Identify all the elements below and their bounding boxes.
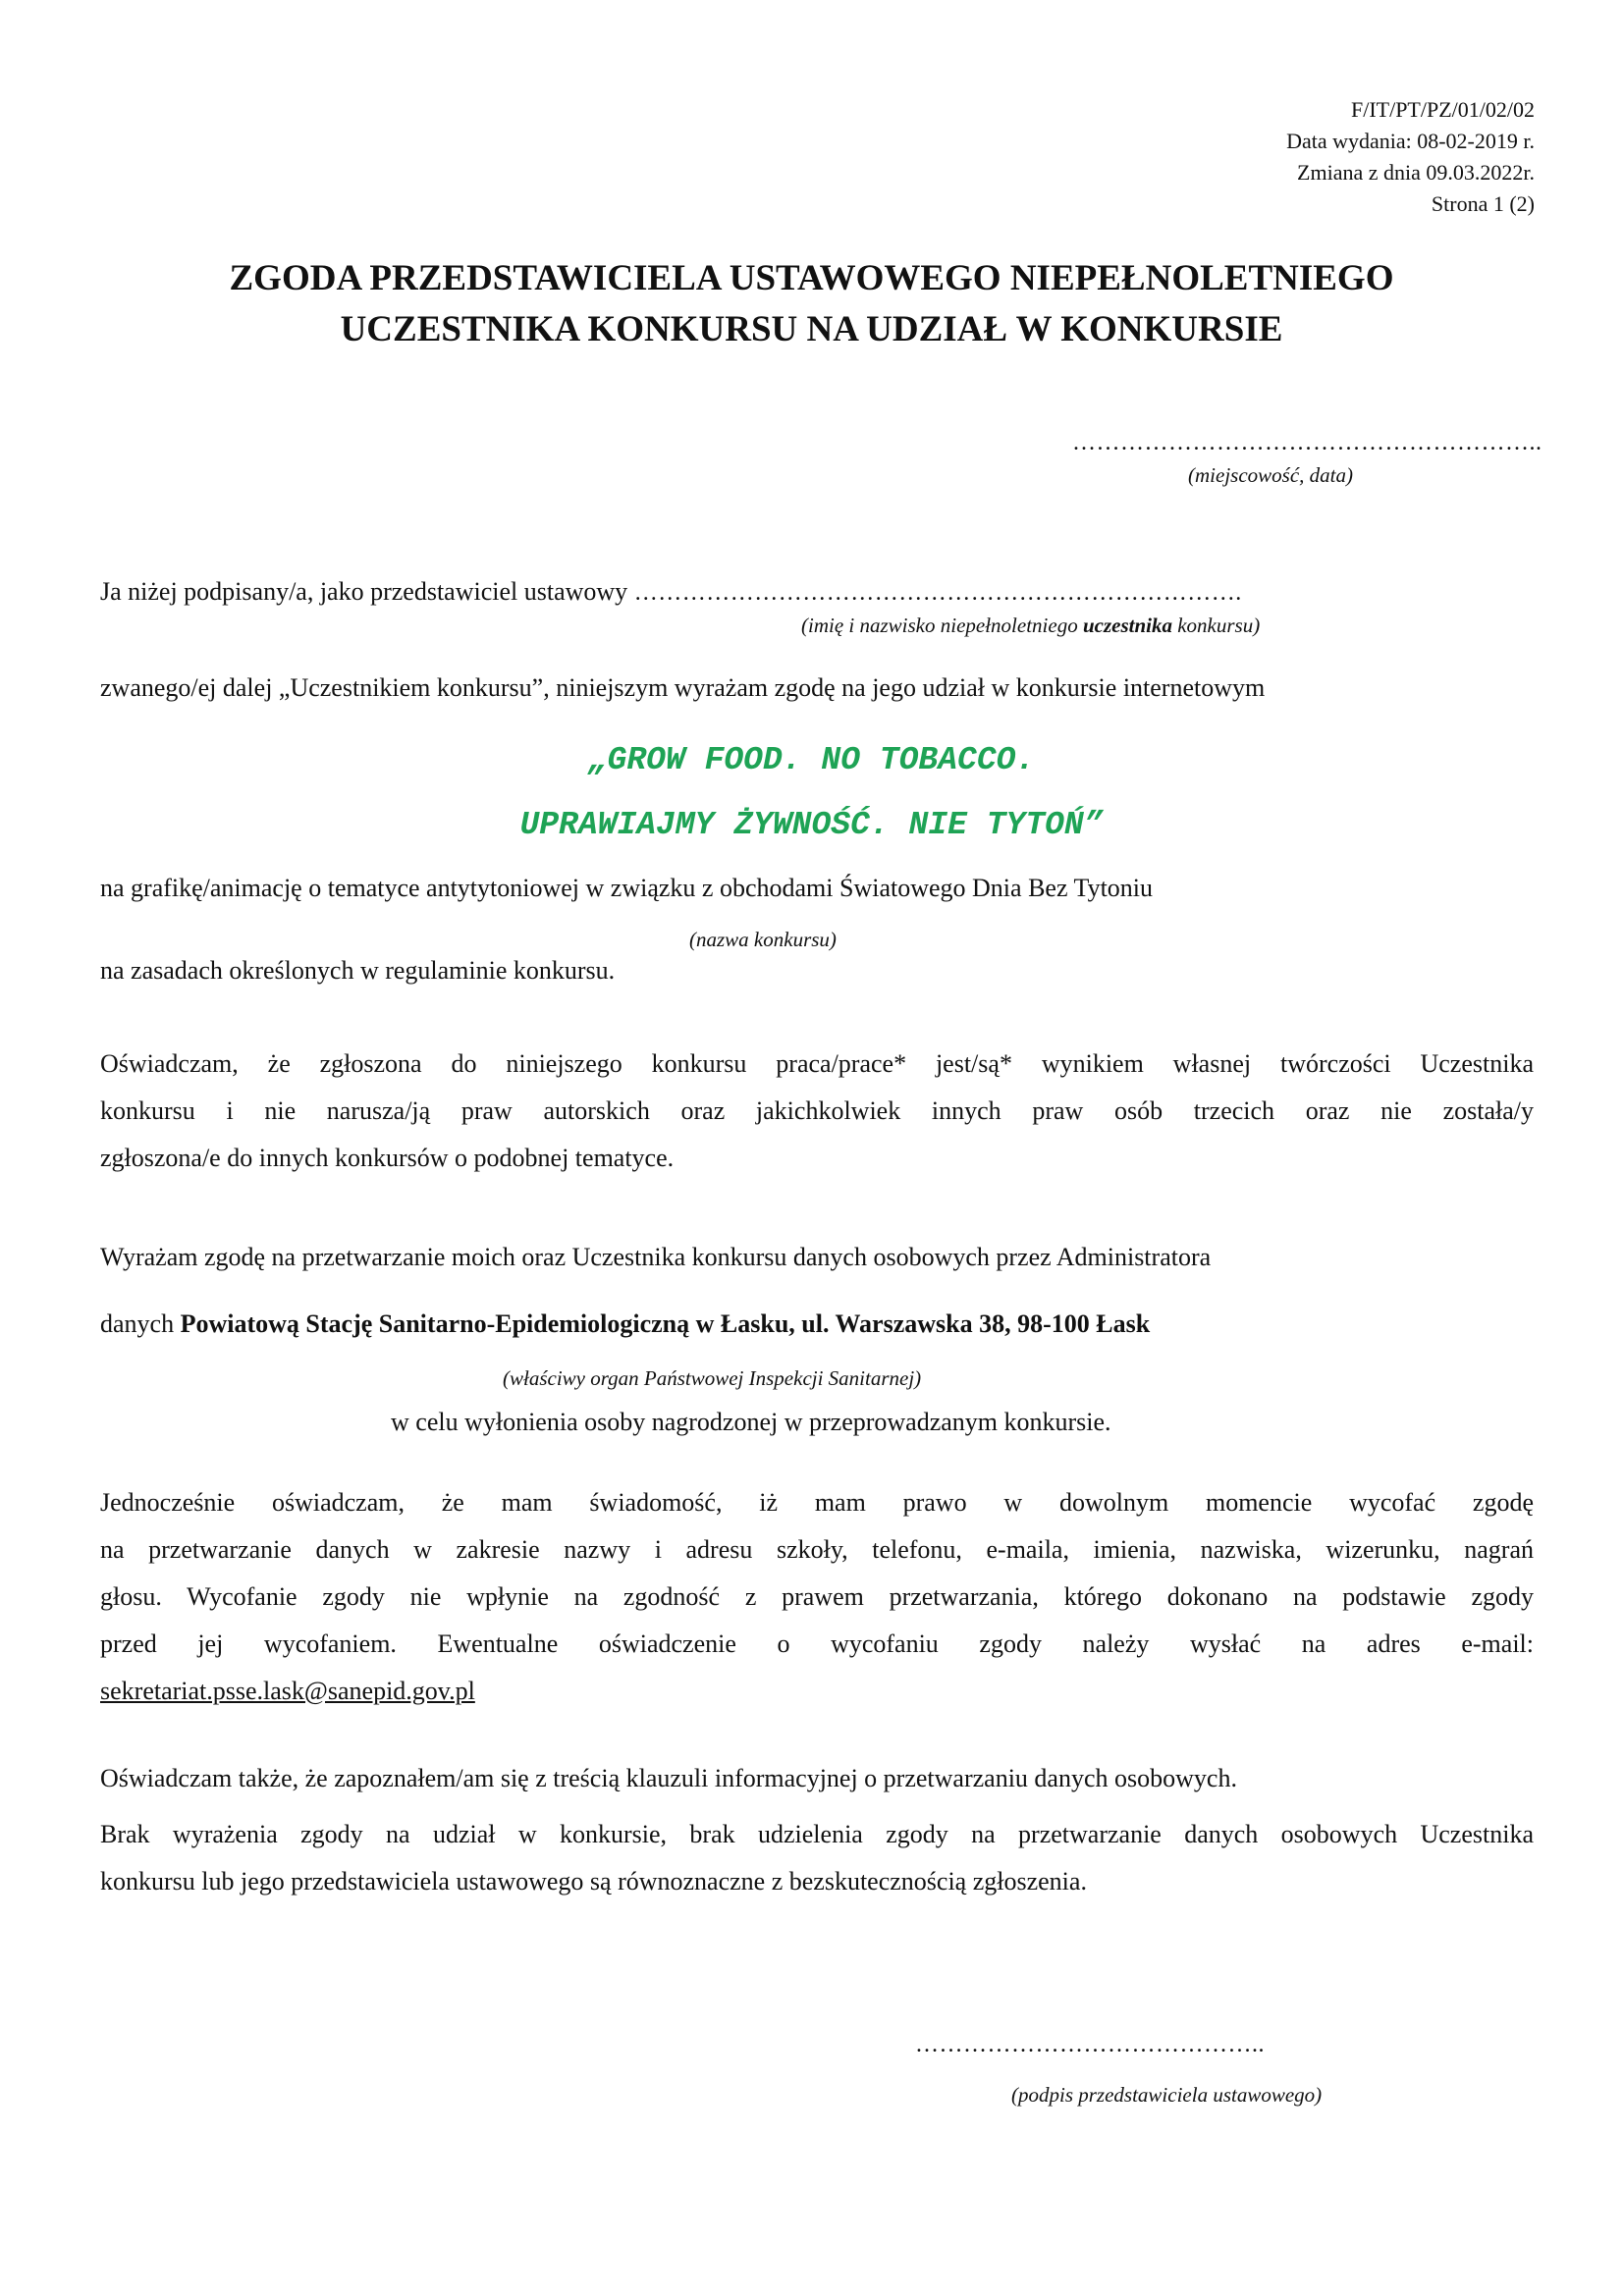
administrator-caption: (właściwy organ Państwowej Inspekcji Sanitarnej) [503,1366,922,1390]
declarant-line [100,577,1242,607]
administrator-name: Powiatową Stację Sanitarno-Epidemiologiczną w Łasku, ul. Warszawska 38, 98-100 Łask [180,1309,1151,1338]
data-consent-line-2: danych Powiatową Stację Sanitarno-Epidemiologiczną w Łasku, ul. Warszawska 38, 98-100 Łask [100,1309,1151,1338]
email-link[interactable]: sekretariat.psse.lask@sanepid.gov.pl [100,1677,475,1705]
contest-name-line-1: „GROW FOOD. NO TOBACCO. [587,742,1036,778]
page-title [0,253,1623,355]
change-date: Zmiana z dnia 09.03.2022r. [1297,160,1535,185]
rules-line: na zasadach określonych w regulaminie konkursu. [100,956,616,985]
signature-field: …………………………………….. [915,2032,1265,2057]
place-date-caption: (miejscowość, data) [1188,463,1353,487]
authorship-statement: Oświadczam, że zgłoszona do niniejszego konkursu praca/prace* jest/są* wynikiem własnej twórczości Uczestnika konkursu i nie narusza/ją praw autorskich oraz jakichkolwiek innych praw osób trzecich oraz nie została/y zgłoszona/e do innych konkursów o podobnej tematyce. [100,1049,1534,1172]
declarant-caption: (imię i nazwisko niepełnoletniego uczestnika konkursu) [801,614,1261,637]
topic-line: na grafikę/animację o tematyce antytytoniowej w związku z obchodami Światowego Dnia Bez Tytoniu [100,874,1154,902]
title-line-2: UCZESTNIKA KONKURSU NA UDZIAŁ W KONKURSIE [340,309,1283,349]
place-date-field: ………………………………………………….. [1072,430,1542,455]
refusal-statement: Brak wyrażenia zgody na udział w konkursie, brak udzielenia zgody na przetwarzanie danych osobowych Uczestnika konkursu lub jego przedstawiciela ustawowego są równoznaczne z bezskutecznością zgłoszenia. [100,1820,1534,1896]
declarant-name-field: …………………………………………………………………. [633,580,1242,606]
info-clause-line: Oświadczam także, że zapoznałem/am się z treścią klauzuli informacyjnej o przetwarzaniu danych osobowych. [100,1764,1237,1792]
signature-caption: (podpis przedstawiciela ustawowego) [1011,2083,1323,2107]
issue-date: Data wydania: 08-02-2019 r. [1286,129,1535,153]
title-line-1: ZGODA PRZEDSTAWICIELA USTAWOWEGO NIEPEŁNOLETNIEGO [229,258,1394,298]
consent-line: zwanego/ej dalej „Uczestnikiem konkursu”, niniejszym wyrażam zgodę na jego udział w konkursie internetowym [100,673,1266,702]
page-number: Strona 1 (2) [1431,191,1535,216]
form-code: F/IT/PT/PZ/01/02/02 [1350,97,1535,122]
document-header [1286,94,1535,220]
contest-caption: (nazwa konkursu) [689,928,837,951]
declarant-text: Ja niżej podpisany/a, jako przedstawiciel ustawowy [100,577,634,606]
data-consent-line-1: Wyrażam zgodę na przetwarzanie moich oraz Uczestnika konkursu danych osobowych przez Administratora [100,1243,1212,1271]
withdrawal-statement: Jednocześnie oświadczam, że mam świadomość, iż mam prawo w dowolnym momencie wycofać zgodę na przetwarzanie danych w zakresie nazwy i adresu szkoły, telefonu, e-maila, imienia, nazwiska, wizerunku, nagrań głosu. Wycofanie zgody nie wpłynie na zgodność z prawem przetwarzania, którego dokonano na podstawie zgody przed jej wycofaniem. Ewentualne oświadczenie o wycofaniu zgody należy wysłać na adres e-mail: sekretariat.psse.lask@sanepid.gov.pl [100,1488,1534,1705]
data-consent-purpose: w celu wyłonienia osoby nagrodzonej w przeprowadzanym konkursie. [391,1408,1111,1436]
contest-name-line-2: UPRAWIAJMY ŻYWNOŚĆ. NIE TYTOŃ” [519,807,1104,843]
declarant-caption-bold: uczestnika [1082,614,1172,637]
